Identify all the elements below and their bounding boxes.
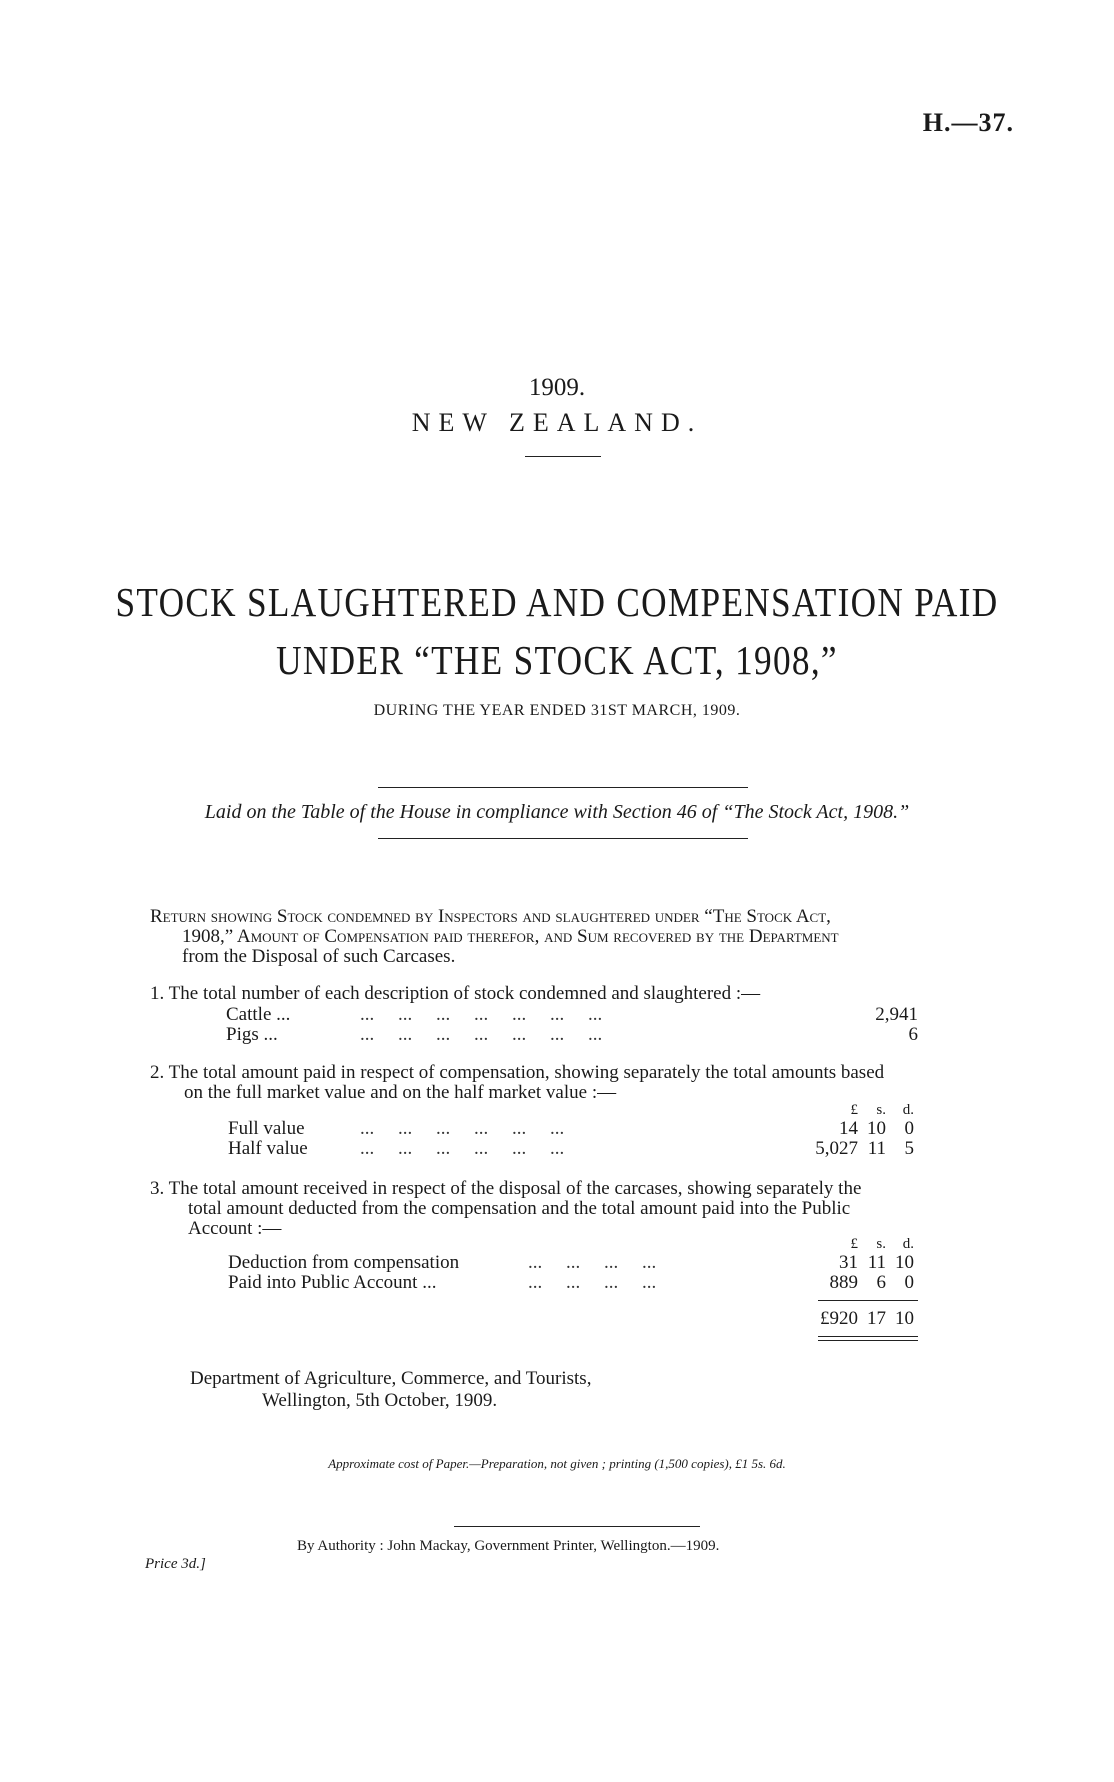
item1-row-cattle-value: 2,941	[875, 1004, 918, 1025]
item2-half-pence: 5	[904, 1138, 914, 1159]
item3-row-deduction-label: Deduction from compensation	[228, 1252, 460, 1273]
item2-row-full-amount	[800, 1118, 914, 1140]
laid-rule-top	[378, 787, 748, 788]
item3-heading-line-2: total amount deducted from the compensation and the total amount paid into the Public	[188, 1198, 851, 1219]
item1-row-cattle-dots: ... ... ... ... ... ... ...	[360, 1004, 603, 1025]
footer-rule	[454, 1526, 700, 1527]
item1-row-pigs-dots: ... ... ... ... ... ... ...	[360, 1024, 603, 1045]
item2-col-shillings: s.	[876, 1102, 886, 1118]
item1-row-cattle-label: Cattle ...	[226, 1004, 291, 1025]
item3-total-amount	[800, 1308, 914, 1330]
item3-deduction-pounds: 31	[839, 1252, 858, 1273]
item3-row-deduction-amount	[800, 1252, 914, 1274]
item2-heading-line-1: 2. The total amount paid in respect of compensation, showing separately the total amounts based	[150, 1062, 885, 1083]
laid-statement: Laid on the Table of the House in compliance with Section 46 of “The Stock Act, 1908.”	[204, 801, 910, 823]
return-line-1: Return showing Stock condemned by Inspectors and slaughtered under “The Stock Act,	[150, 906, 831, 927]
laid-rule-bottom	[378, 838, 748, 839]
item2-full-pence: 0	[904, 1118, 914, 1139]
footer-price: Price 3d.]	[145, 1556, 206, 1572]
item3-col-shillings: s.	[876, 1236, 886, 1252]
title-line-2	[0, 636, 1114, 684]
cost-note: Approximate cost of Paper.—Preparation, not given ; printing (1,500 copies), £1 5s. 6d.	[328, 1456, 786, 1471]
return-line-2: 1908,” Amount of Compensation paid therefor, and Sum recovered by the Department	[182, 926, 839, 947]
masthead-rule	[525, 456, 601, 457]
item2-row-full-label: Full value	[228, 1118, 305, 1139]
item1-heading: 1. The total number of each description of stock condemned and slaughtered :—	[150, 983, 761, 1004]
item3-col-pence: d.	[902, 1236, 914, 1252]
item3-total-shillings: 17	[867, 1308, 886, 1329]
return-line-3: from the Disposal of such Carcases.	[182, 946, 456, 967]
item3-row-public-dots: ... ... ... ...	[528, 1272, 657, 1293]
subtitle: DURING THE YEAR ENDED 31ST MARCH, 1909.	[373, 702, 741, 719]
item3-public-pence: 0	[904, 1272, 914, 1293]
item3-public-pounds: 889	[829, 1272, 858, 1293]
item1-row-pigs-label: Pigs ...	[226, 1024, 278, 1045]
title-text-2: UNDER “THE STOCK ACT, 1908,”	[276, 637, 838, 683]
item3-total-pence: 10	[895, 1308, 914, 1329]
item1-row-pigs-value: 6	[908, 1024, 918, 1045]
item2-column-headers	[800, 1102, 914, 1119]
masthead-country: NEW ZEALAND.	[411, 408, 703, 437]
item2-heading-line-2: on the full market value and on the half market value :—	[184, 1082, 617, 1103]
item3-deduction-pence: 10	[895, 1252, 914, 1273]
item3-public-shillings: 6	[876, 1272, 886, 1293]
masthead-year: 1909.	[528, 374, 586, 401]
item3-heading-line-1: 3. The total amount received in respect of the disposal of the carcases, showing separately the	[150, 1178, 862, 1199]
item3-column-headers	[800, 1236, 914, 1253]
item2-col-pounds: £	[850, 1102, 858, 1118]
item2-full-shillings: 10	[867, 1118, 886, 1139]
item2-full-pounds: 14	[839, 1118, 858, 1139]
item2-half-shillings: 11	[867, 1138, 886, 1159]
item2-row-half-label: Half value	[228, 1138, 308, 1159]
signoff-department: Department of Agriculture, Commerce, and Tourists,	[190, 1368, 592, 1389]
item3-row-public-amount	[800, 1272, 914, 1294]
item2-row-half-dots: ... ... ... ... ... ...	[360, 1138, 565, 1159]
item2-col-pence: d.	[902, 1102, 914, 1118]
item3-total-double-rule-2	[818, 1340, 918, 1341]
item3-total-rule	[818, 1300, 918, 1301]
item3-row-deduction-dots: ... ... ... ...	[528, 1252, 657, 1273]
item3-total-double-rule-1	[818, 1336, 918, 1337]
title-text-1: STOCK SLAUGHTERED AND COMPENSATION PAID	[115, 579, 999, 625]
footer-authority: By Authority : John Mackay, Government Printer, Wellington.—1909.	[297, 1538, 720, 1554]
item2-half-pounds: 5,027	[815, 1138, 858, 1159]
title-line-1	[0, 578, 1114, 626]
item3-col-pounds: £	[850, 1236, 858, 1252]
item2-row-half-amount	[800, 1138, 914, 1160]
item3-deduction-shillings: 11	[867, 1252, 886, 1273]
item3-total-pounds: £920	[820, 1308, 858, 1329]
signoff-place-date: Wellington, 5th October, 1909.	[262, 1390, 498, 1411]
item2-row-full-dots: ... ... ... ... ... ...	[360, 1118, 565, 1139]
document-reference: H.—37.	[922, 108, 1014, 137]
item3-heading-line-3: Account :—	[188, 1218, 282, 1239]
item3-row-public-label: Paid into Public Account ...	[228, 1272, 437, 1293]
